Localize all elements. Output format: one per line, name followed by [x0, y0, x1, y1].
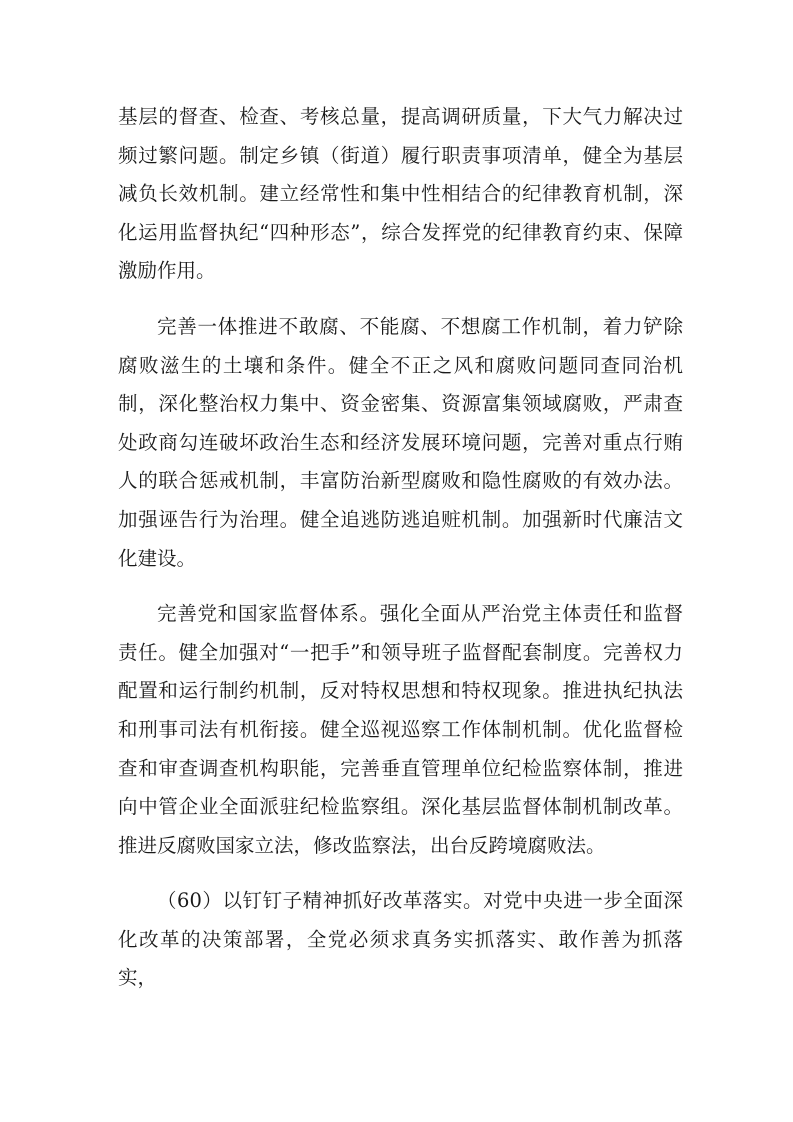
paragraph-4: （60）以钉钉子精神抓好改革落实。对党中央进一步全面深化改革的决策部署，全党必须求真务实抓落实、敢作善为抓落实，	[118, 889, 683, 990]
paragraph-gap	[118, 865, 683, 882]
paragraph-2: 完善一体推进不敢腐、不能腐、不想腐工作机制，着力铲除腐败滋生的土壤和条件。健全不正之风和腐败问题同查同治机制，深化整治权力集中、资金密集、资源富集领域腐败，严肃查处政商勾连破坏政治生态和经济发展环境问题，完善对重点行贿人的联合惩戒机制，丰富防治新型腐败和隐性腐败的有效办法。加强诬告行为治理。健全追逃防逃追赃机制。加强新时代廉洁文化建设。	[118, 314, 683, 570]
body-text	[118, 98, 683, 998]
paragraph-gap	[118, 291, 683, 308]
paragraph-3: 完善党和国家监督体系。强化全面从严治党主体责任和监督责任。健全加强对“一把手”和领导班子监督配套制度。完善权力配置和运行制约机制，反对特权思想和特权现象。推进执纪执法和刑事司法有机衔接。健全巡视巡察工作体制机制。优化监督检查和审查调查机构职能，完善垂直管理单位纪检监察体制，推进向中管企业全面派驻纪检监察组。深化基层监督体制机制改革。推进反腐败国家立法，修改监察法，出台反跨境腐败法。	[118, 602, 683, 857]
paragraph-1: 基层的督查、检查、考核总量，提高调研质量，下大气力解决过频过繁问题。制定乡镇（街道）履行职责事项清单，健全为基层减负长效机制。建立经常性和集中性相结合的纪律教育机制，深化运用监督执纪“四种形态”，综合发挥党的纪律教育约束、保障激励作用。	[118, 105, 683, 283]
paragraph-gap	[118, 578, 683, 595]
